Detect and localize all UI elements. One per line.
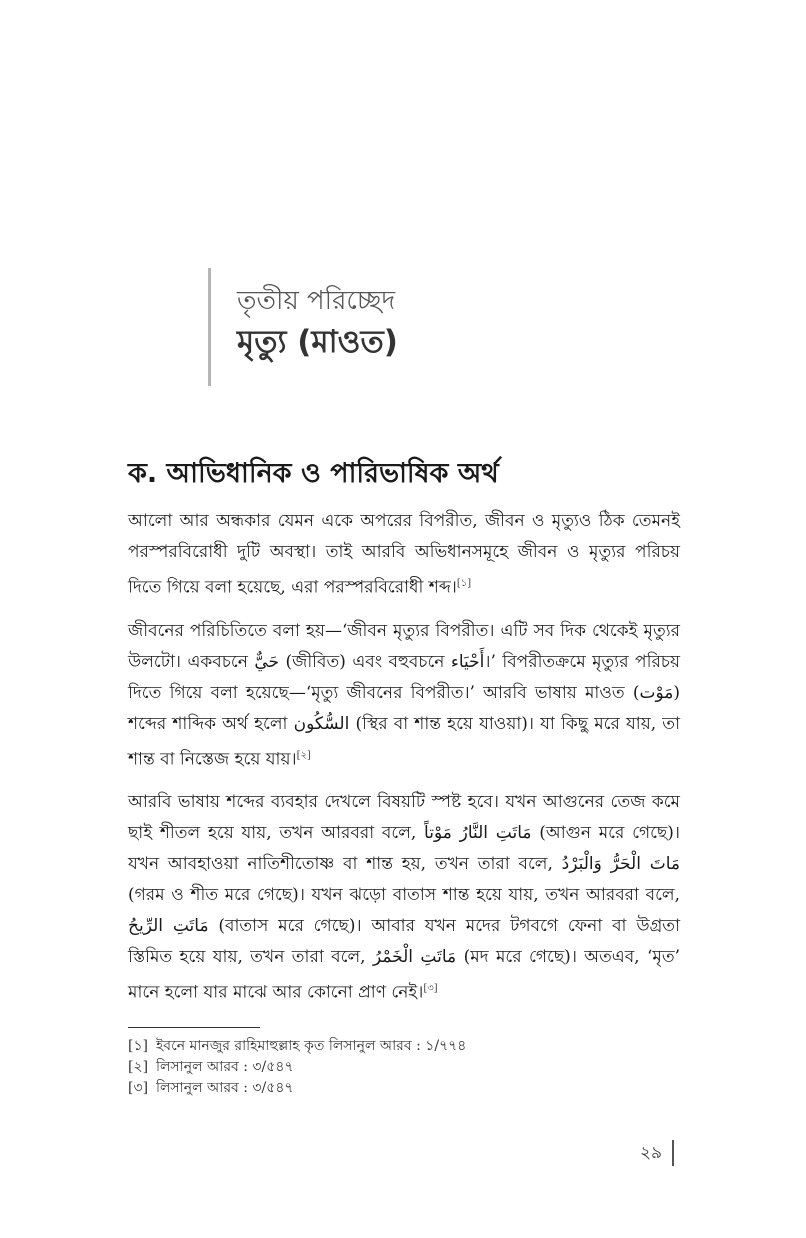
footnote-divider — [128, 1027, 260, 1028]
section-heading: ক. আভিধানিক ও পারিভাষিক অর্থ — [128, 458, 499, 489]
paragraph-text: (বাতাস মরে গেছে)। আবার যখন মদের টগবগে ফেনা বা উগ্রতা স্তিমিত হয়ে যায়, তখন তারা বলে, — [128, 916, 680, 968]
footnote-marker: [১] — [128, 1037, 149, 1054]
footnote-1 — [128, 1036, 680, 1057]
paragraph-text: (মদ মরে গেছে)। অতএব, ‘মৃত’ মানে হলো যার মাঝে আর কোনো প্রাণ নেই। — [128, 947, 681, 1003]
paragraph-text: ।’ বিপরীতক্রমে মৃত্যুর পরিচয় দিতে গিয়ে বলা হয়েছে—‘মৃত্যু জীবনের বিপরীত।’ আরবি ভাষায় মাওত ( — [128, 651, 680, 703]
paragraph-1 — [128, 506, 680, 604]
paragraph-text: জীবনের পরিচিতিতে বলা হয়—‘জীবন মৃত্যুর বিপরীত। এটি সব দিক থেকেই মৃত্যুর উলটো। একবচনে — [128, 620, 680, 672]
arabic-word: أَحْيَاء — [450, 651, 485, 672]
chapter-header — [208, 268, 398, 386]
chapter-label: তৃতীয় পরিচ্ছেদ — [237, 286, 396, 316]
main-content — [128, 456, 680, 1099]
paragraph-text: (আগুন মরে গেছে)। যখন আবহাওয়া নাতিশীতোষ্ণ বা শান্ত হয়, তখন তারা বলে, — [128, 823, 680, 875]
paragraph-text: (স্থির বা শান্ত হয়ে যাওয়া)। যা কিছু মরে যায়, তা শান্ত বা নিস্তেজ হয়ে যায়। — [128, 713, 680, 770]
paragraph-text: ) শব্দের শাব্দিক অর্থ হলো — [128, 682, 680, 734]
footnote-marker: [৩] — [128, 1079, 149, 1096]
footnote-2 — [128, 1057, 680, 1078]
paragraph-2 — [128, 616, 680, 776]
paragraph-text: আরবি ভাষায় শব্দের ব্যবহার দেখলে বিষয়টি স্পষ্ট হবে। যখন আগুনের তেজ কমে ছাই শীতল হয়ে যায়, তখন আরবরা বলে, — [128, 792, 680, 844]
arabic-phrase: مَاتَتِ الْخَمْرُ — [372, 947, 457, 968]
footnote-3 — [128, 1078, 680, 1099]
arabic-phrase: مَاتَتِ الرِّيحُ — [128, 916, 209, 937]
paragraph-text: (জীবিত) এবং বহুবচনে — [279, 651, 451, 672]
paragraph-text: (গরম ও শীত মরে গেছে)। যখন ঝড়ো বাতাস শান্ত হয়ে যায়, তখন আরবরা বলে, — [128, 885, 680, 906]
arabic-word: حَيٌّ — [254, 651, 280, 672]
footnote-marker: [২] — [128, 1058, 149, 1075]
paragraph-text: আলো আর অন্ধকার যেমন একে অপরের বিপরীত, জীবন ও মৃত্যুও ঠিক তেমনই পরস্পরবিরোধী দুটি অবস্থা। তাই আরবি অভিধানসমূহে জীবন ও মৃত্যুর পরিচয় দিতে গিয়ে বলা হয়েছে, এরা পরস্পরবিরোধী শব্দ। — [128, 511, 680, 598]
page-number: ২৯ — [640, 1140, 674, 1166]
footnote-ref-1[interactable]: [১] — [456, 578, 472, 589]
paragraph-3 — [128, 787, 680, 1009]
footnote-text: লিসানুল আরব : ৩/৫৪৭ — [156, 1079, 294, 1096]
footnote-ref-2[interactable]: [২] — [296, 749, 311, 761]
arabic-phrase: مَاتَتِ النَّارُ مَوْتاً — [424, 823, 532, 844]
arabic-phrase: مَاتَ الْحَرُّ وَالْبَرْدُ — [561, 854, 681, 875]
footnote-text: লিসানুল আরব : ৩/৫৪৭ — [156, 1058, 294, 1075]
chapter-title: মৃত্যু (মাওত) — [237, 324, 398, 360]
arabic-word: السُّكُون — [293, 713, 350, 734]
arabic-word: مَوْت — [639, 682, 674, 703]
footnote-ref-3[interactable]: [৩] — [423, 983, 438, 995]
footnote-text: ইবনে মানজুর রাহিমাহুল্লাহ কৃত লিসানুল আরব : ১/৭৭৪ — [156, 1037, 467, 1054]
